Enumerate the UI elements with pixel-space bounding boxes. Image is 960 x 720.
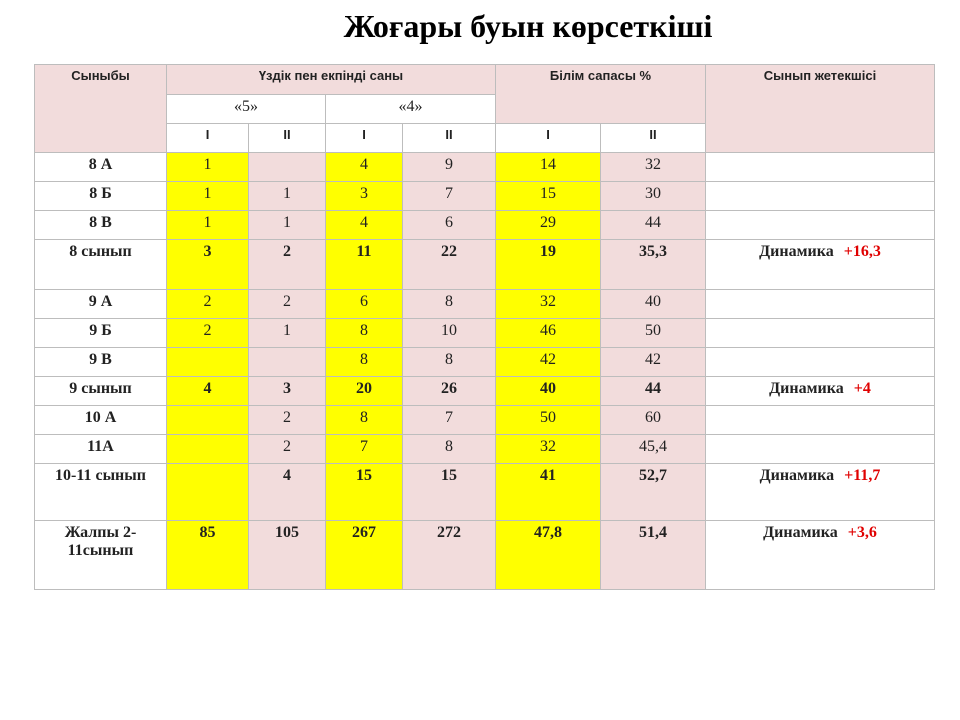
table-cell: 3 [167,240,249,290]
table-cell: 32 [496,435,601,464]
table-cell: 85 [167,521,249,590]
table-row [35,240,935,290]
row-label: 8 А [35,153,167,182]
table-cell: 2 [167,319,249,348]
table-cell: 52,7 [601,464,706,521]
teacher-cell [706,240,935,290]
teacher-cell [706,290,935,319]
performance-table [34,64,935,590]
header-quality-sem2: ІІ [601,124,706,153]
dynamics-label: Динамика [759,467,835,484]
table-cell: 105 [249,521,326,590]
table-cell: 1 [167,153,249,182]
table-cell: 15 [403,464,496,521]
table-cell: 44 [601,211,706,240]
teacher-cell [706,153,935,182]
table-cell: 50 [496,406,601,435]
header-excellent-count: Үздік пен екпінді саны [167,65,496,95]
teacher-cell [706,435,935,464]
table-cell [249,348,326,377]
row-label: Жалпы 2-11сынып [35,521,167,590]
table-cell: 1 [249,211,326,240]
page-title: Жоғары буын көрсеткіші [343,8,713,44]
table-cell: 42 [601,348,706,377]
table-cell: 35,3 [601,240,706,290]
table-cell: 32 [496,290,601,319]
table-cell: 8 [403,348,496,377]
table-cell: 8 [403,435,496,464]
teacher-cell [706,464,935,521]
table-cell: 4 [326,153,403,182]
table-cell: 7 [403,182,496,211]
table-cell: 46 [496,319,601,348]
table-cell: 2 [249,406,326,435]
table-row [35,319,935,348]
table-cell: 11 [326,240,403,290]
teacher-cell [706,211,935,240]
row-label: 9 В [35,348,167,377]
table-cell: 42 [496,348,601,377]
row-label: 9 сынып [35,377,167,406]
table-cell: 30 [601,182,706,211]
header-five-sem2: ІІ [249,124,326,153]
table-cell: 6 [403,211,496,240]
row-label: 8 Б [35,182,167,211]
table-row [35,377,935,406]
header-four-sem1: І [326,124,403,153]
dynamics-value: +3,6 [847,524,877,541]
table-cell [167,435,249,464]
header-four-sem2: ІІ [403,124,496,153]
dynamics-value: +16,3 [843,243,881,260]
table-cell: 8 [403,290,496,319]
table-row [35,464,935,521]
table-cell: 4 [326,211,403,240]
row-label: 10 А [35,406,167,435]
header-teacher: Сынып жетекшісі [706,65,935,153]
table-cell: 60 [601,406,706,435]
table-cell [167,348,249,377]
table-cell [167,464,249,521]
table-cell: 6 [326,290,403,319]
table-cell: 26 [403,377,496,406]
table-cell: 10 [403,319,496,348]
table-cell: 19 [496,240,601,290]
table-cell: 1 [249,319,326,348]
table-row [35,153,935,182]
table-cell: 2 [249,240,326,290]
row-label: 9 Б [35,319,167,348]
table-row [35,435,935,464]
table-cell: 51,4 [601,521,706,590]
dynamics-value: +11,7 [844,467,881,484]
table-cell: 2 [167,290,249,319]
table-cell: 22 [403,240,496,290]
table-cell: 7 [326,435,403,464]
header-grade-four: «4» [326,95,496,124]
table-cell: 1 [249,182,326,211]
header-five-sem1: І [167,124,249,153]
table-cell: 44 [601,377,706,406]
header-grade-five: «5» [167,95,326,124]
teacher-cell [706,377,935,406]
row-label: 8 В [35,211,167,240]
table-cell: 1 [167,182,249,211]
teacher-cell [706,319,935,348]
table-cell: 32 [601,153,706,182]
table-cell: 8 [326,348,403,377]
table-cell: 41 [496,464,601,521]
table-cell: 8 [326,319,403,348]
table-cell: 50 [601,319,706,348]
table-cell: 15 [496,182,601,211]
teacher-cell [706,406,935,435]
table-cell: 4 [249,464,326,521]
table-cell: 8 [326,406,403,435]
table-cell: 40 [496,377,601,406]
teacher-cell [706,521,935,590]
dynamics-label: Динамика [769,380,844,397]
table-cell: 2 [249,435,326,464]
table-row [35,290,935,319]
teacher-cell [706,348,935,377]
teacher-cell [706,182,935,211]
table-cell: 45,4 [601,435,706,464]
table-cell [167,406,249,435]
dynamics-value: +4 [853,380,871,397]
header-class: Сыныбы [35,65,167,153]
table-row [35,182,935,211]
table-row [35,211,935,240]
table-cell: 47,8 [496,521,601,590]
table-cell: 9 [403,153,496,182]
table-cell: 272 [403,521,496,590]
table-cell: 1 [167,211,249,240]
row-label: 11А [35,435,167,464]
table-cell: 40 [601,290,706,319]
header-quality: Білім сапасы % [496,65,706,124]
table-cell: 3 [249,377,326,406]
dynamics-label: Динамика [763,524,838,541]
table-cell: 3 [326,182,403,211]
row-label: 9 А [35,290,167,319]
table-cell: 20 [326,377,403,406]
table-cell: 15 [326,464,403,521]
table-cell: 4 [167,377,249,406]
table-cell: 2 [249,290,326,319]
table-row [35,348,935,377]
table-cell: 29 [496,211,601,240]
row-label: 10-11 сынып [35,464,167,521]
table-row [35,521,935,590]
header-quality-sem1: І [496,124,601,153]
table-cell: 267 [326,521,403,590]
table-cell: 7 [403,406,496,435]
dynamics-label: Динамика [759,243,834,260]
row-label: 8 сынып [35,240,167,290]
table-row [35,406,935,435]
table-cell [249,153,326,182]
table-cell: 14 [496,153,601,182]
